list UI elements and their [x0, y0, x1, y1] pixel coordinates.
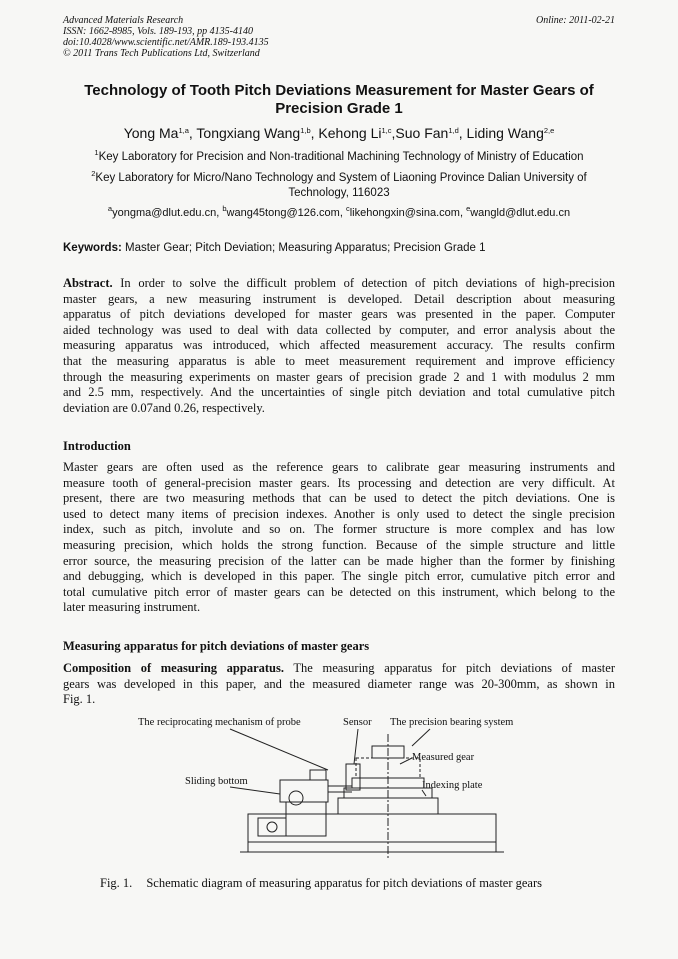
leader-bearing — [412, 729, 430, 746]
label-sensor: Sensor — [343, 717, 372, 728]
title-line-2: Precision Grade 1 — [275, 100, 403, 117]
intro-line: measuring precision, which holds the strong function. Because of the simple structure and little — [63, 537, 615, 552]
composition-text: The measuring apparatus for pitch deviations of master — [283, 661, 615, 675]
label-indexing-plate: Indexing plate — [422, 780, 483, 791]
intro-paragraph — [63, 460, 615, 616]
keywords-text: Master Gear; Pitch Deviation; Measuring Apparatus; Precision Grade 1 — [125, 242, 486, 254]
composition-label: Composition of measuring apparatus. — [63, 661, 284, 675]
abstract-text: In order to solve the difficult problem of detection of pitch deviations of high-precision — [112, 276, 615, 290]
probe-carriage — [280, 780, 328, 802]
author-sup: 1,c — [381, 126, 392, 135]
email-link[interactable]: yongma@dlut.edu.cn — [112, 207, 217, 219]
apparatus-drawing — [230, 729, 504, 858]
keywords-label: Keywords: — [63, 242, 122, 254]
composition-line — [63, 661, 615, 677]
author-name: Liding Wang — [466, 125, 544, 141]
author-name: Kehong Li — [318, 125, 382, 141]
author-sep: , — [391, 125, 396, 141]
intro-line: measure tooth of general-precision master gears. Its processing and detection are very difficult. At — [63, 475, 615, 490]
email-list: $^a$yongma@dlut.edu.cn, $^b$wang45tong@126.com, $^c$likehongxin@sina.com, $^e$wangld@dlut.edu.cn — [107, 204, 571, 219]
email-link[interactable]: likehongxin@sina.com — [349, 207, 460, 219]
online-date: Online: 2011-02-21 — [536, 15, 615, 26]
label-sliding-bottom: Sliding bottom — [185, 776, 248, 787]
leader-reciprocating — [230, 729, 328, 770]
label-measured-gear: Measured gear — [412, 752, 475, 763]
author-sup: 1,a — [178, 126, 189, 135]
intro-line: later measuring instrument. — [63, 600, 201, 615]
author-sup: 1,d — [448, 126, 459, 135]
figure-caption — [100, 876, 556, 891]
label-bearing: The precision bearing system — [390, 717, 514, 728]
paper-title — [58, 82, 620, 118]
journal-name: Advanced Materials Research — [63, 15, 184, 26]
aff-mark: 1 — [94, 148, 99, 157]
email-mark: e — [466, 204, 471, 213]
author-list — [58, 124, 620, 142]
author-name: Tongxiang Wang — [196, 125, 301, 141]
carriage-wheel — [289, 791, 303, 805]
author-sep: , — [458, 125, 467, 141]
abstract — [63, 276, 615, 416]
copyright: © 2011 Trans Tech Publications Ltd, Switzerland — [63, 48, 260, 59]
author-sep: , — [188, 125, 197, 141]
composition-line: Fig. 1. — [63, 692, 96, 707]
intro-line: and debugging, which is developed in this paper. The single pitch error, cumulative pitch error and — [63, 569, 615, 584]
caption-text: Schematic diagram of measuring apparatus for pitch deviations of master gears — [146, 876, 543, 890]
email-mark: c — [345, 204, 350, 213]
journal-header — [63, 15, 269, 59]
apparatus-diagram — [130, 712, 550, 862]
email-link[interactable]: wang45tong@126.com — [226, 207, 340, 219]
section-heading: Measuring apparatus for pitch deviations of master gears — [63, 639, 370, 653]
leader-sliding — [230, 787, 280, 794]
caption-label: Fig. 1. — [100, 876, 133, 890]
author-sep: , — [310, 125, 319, 141]
abstract-line: master gears, a new measuring instrument is developed. Detail description about measuring — [63, 291, 615, 306]
aff-text: Key Laboratory for Micro/Nano Technology and System of Liaoning Province Dalian University of — [95, 172, 587, 184]
email-mark: b — [222, 204, 227, 213]
label-reciprocating: The reciprocating mechanism of probe — [138, 717, 301, 728]
reciprocating-block — [310, 770, 326, 780]
abstract-line: deviation are 0.07and 0.26, respectively. — [63, 400, 265, 415]
abstract-label: Abstract. — [63, 276, 113, 290]
bolt-hole — [267, 822, 277, 832]
affiliation-1 — [58, 150, 620, 165]
doi: doi:10.4028/www.scientific.net/AMR.189-193.4135 — [63, 37, 269, 48]
intro-line: Master gears are often used as the reference gears to calibrate gear measuring instruments and — [63, 460, 615, 474]
composition-line: gears was developed in this paper, and the measured diameter range was 20-300mm, as shown in — [63, 676, 615, 691]
abstract-line: aided technology was used to deal with data collected by computer, and error analysis about the — [63, 322, 615, 337]
intro-line: present, there are two measuring methods that can be used to detect the pitch deviations. One is — [63, 491, 615, 506]
author-name: Yong Ma — [123, 125, 179, 141]
intro-line: total cumulative pitch error of master gears can be detected on this instrument, which belong to the — [63, 584, 615, 599]
abstract-line: measuring apparatus was introduced, which affected measurement accuracy. The results confirm — [63, 338, 615, 353]
abstract-line: through the measuring experiments on master gears of precision grade 2 and 1 with modulus 2 mm — [63, 369, 615, 384]
sliding-bottom-block — [286, 802, 326, 836]
abstract-line: that the measuring apparatus is able to meet measurement requirement and improve efficiency — [63, 353, 615, 368]
composition-paragraph — [63, 661, 615, 708]
leader-gear — [400, 758, 412, 764]
abstract-line: apparatus of pitch deviations developed for master gears was presented in the paper. Computer — [63, 307, 615, 322]
abstract-line: and 2.5 mm, respectively. And the uncertainties of single pitch deviation and total cumulative pitch — [63, 385, 615, 400]
aff-text: Technology, 116023 — [288, 187, 390, 199]
aff-mark: 2 — [91, 169, 96, 178]
aff-text: Key Laboratory for Precision and Non-traditional Machining Technology of Ministry of Education — [98, 151, 584, 163]
author-sup: 1,b — [300, 126, 311, 135]
intro-line: index, such as pitch, involute and so on. The former structure is more complex and has low — [63, 522, 615, 537]
email-mark: a — [107, 204, 113, 213]
title-line-1: Technology of Tooth Pitch Deviations Measurement for Master Gears of — [84, 82, 594, 99]
intro-line: error source, the measuring precision of the latter can be made higher than the former by finishing — [63, 553, 615, 568]
keywords — [63, 241, 615, 255]
abstract-line — [63, 276, 615, 292]
intro-heading: Introduction — [63, 439, 131, 453]
intro-line: used to detect many items of precision indexes. Another is only used to detect the single precision — [63, 506, 615, 521]
issn: ISSN: 1662-8985, Vols. 189-193, pp 4135-4140 — [63, 26, 253, 37]
author-name: Suo Fan — [395, 125, 449, 141]
block-left — [258, 818, 286, 836]
email-link[interactable]: wangld@dlut.edu.cn — [470, 207, 571, 219]
author-sup: 2,e — [543, 126, 555, 135]
affiliation-2 — [58, 171, 620, 201]
